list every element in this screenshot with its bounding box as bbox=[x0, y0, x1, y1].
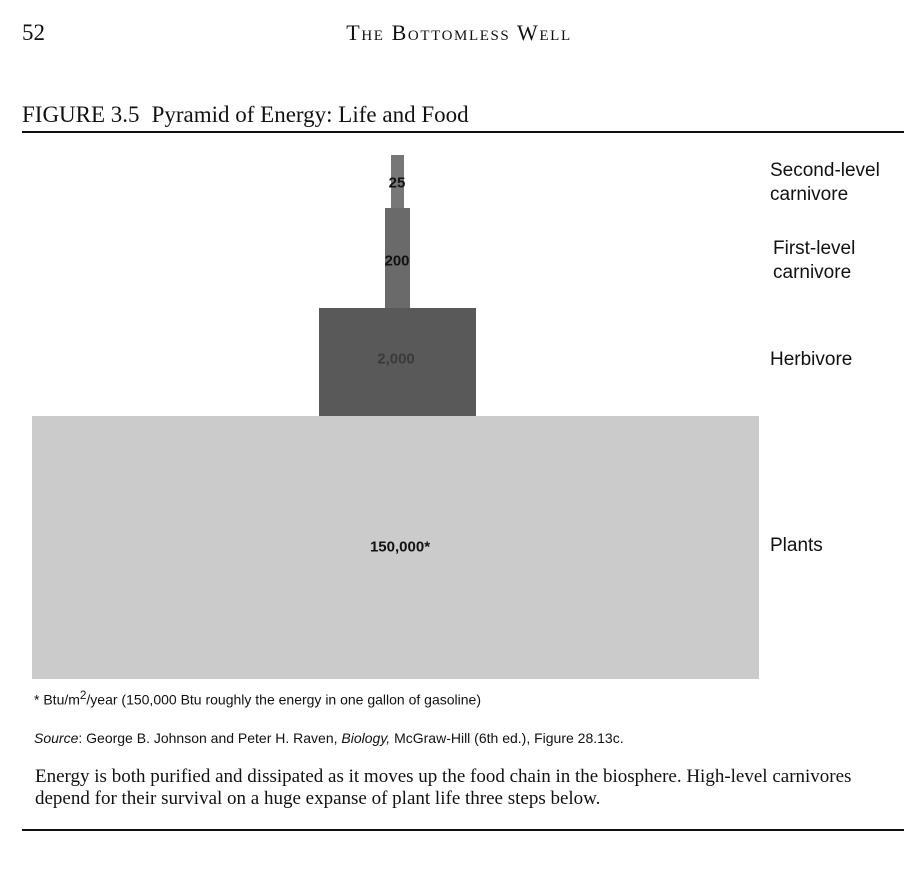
second-level-carnivore-value: 25 bbox=[388, 174, 406, 192]
source-citation bbox=[34, 730, 624, 746]
page-number: 52 bbox=[22, 20, 45, 45]
second-level-carnivore-label-line-2: carnivore bbox=[770, 184, 849, 205]
source-book-title: Biology, bbox=[341, 730, 391, 746]
footnote-unit-end: /year (150,000 Btu roughly the energy in one gallon of gasoline) bbox=[86, 691, 481, 708]
footnote-unit-start: * Btu/m bbox=[34, 691, 80, 708]
body-paragraph: Energy is both purified and dissipated as it moves up the food chain in the biosphere. High-level carnivores depend for their survival on a huge expanse of plant life three steps below. bbox=[35, 766, 852, 809]
herbivore-value: 2,000 bbox=[377, 350, 415, 368]
second-level-carnivore-label bbox=[770, 159, 880, 207]
bottom-rule bbox=[22, 829, 904, 831]
figure-caption bbox=[22, 102, 469, 128]
figure-title: Pyramid of Energy: Life and Food bbox=[151, 102, 469, 127]
plants-value: 150,000* bbox=[369, 538, 431, 556]
source-publisher: McGraw-Hill (6th ed.), Figure 28.13c. bbox=[390, 730, 624, 746]
herbivore-label: Herbivore bbox=[770, 349, 853, 370]
first-level-carnivore-label-line-1: First-level bbox=[773, 238, 856, 259]
footnote-unit-superscript: 2 bbox=[79, 689, 87, 702]
first-level-carnivore-value: 200 bbox=[384, 252, 410, 270]
first-level-carnivore-label-line-2: carnivore bbox=[773, 262, 852, 283]
top-rule bbox=[22, 131, 904, 133]
plants-label: Plants bbox=[770, 535, 823, 556]
running-head: The Bottomless Well bbox=[346, 20, 572, 45]
source-label: Source bbox=[34, 730, 79, 746]
source-authors: : George B. Johnson and Peter H. Raven, bbox=[78, 730, 342, 746]
first-level-carnivore-label bbox=[773, 237, 855, 285]
unit-footnote bbox=[34, 689, 481, 708]
figure-number: FIGURE 3.5 bbox=[22, 102, 140, 127]
second-level-carnivore-label-line-1: Second-level bbox=[770, 160, 880, 181]
